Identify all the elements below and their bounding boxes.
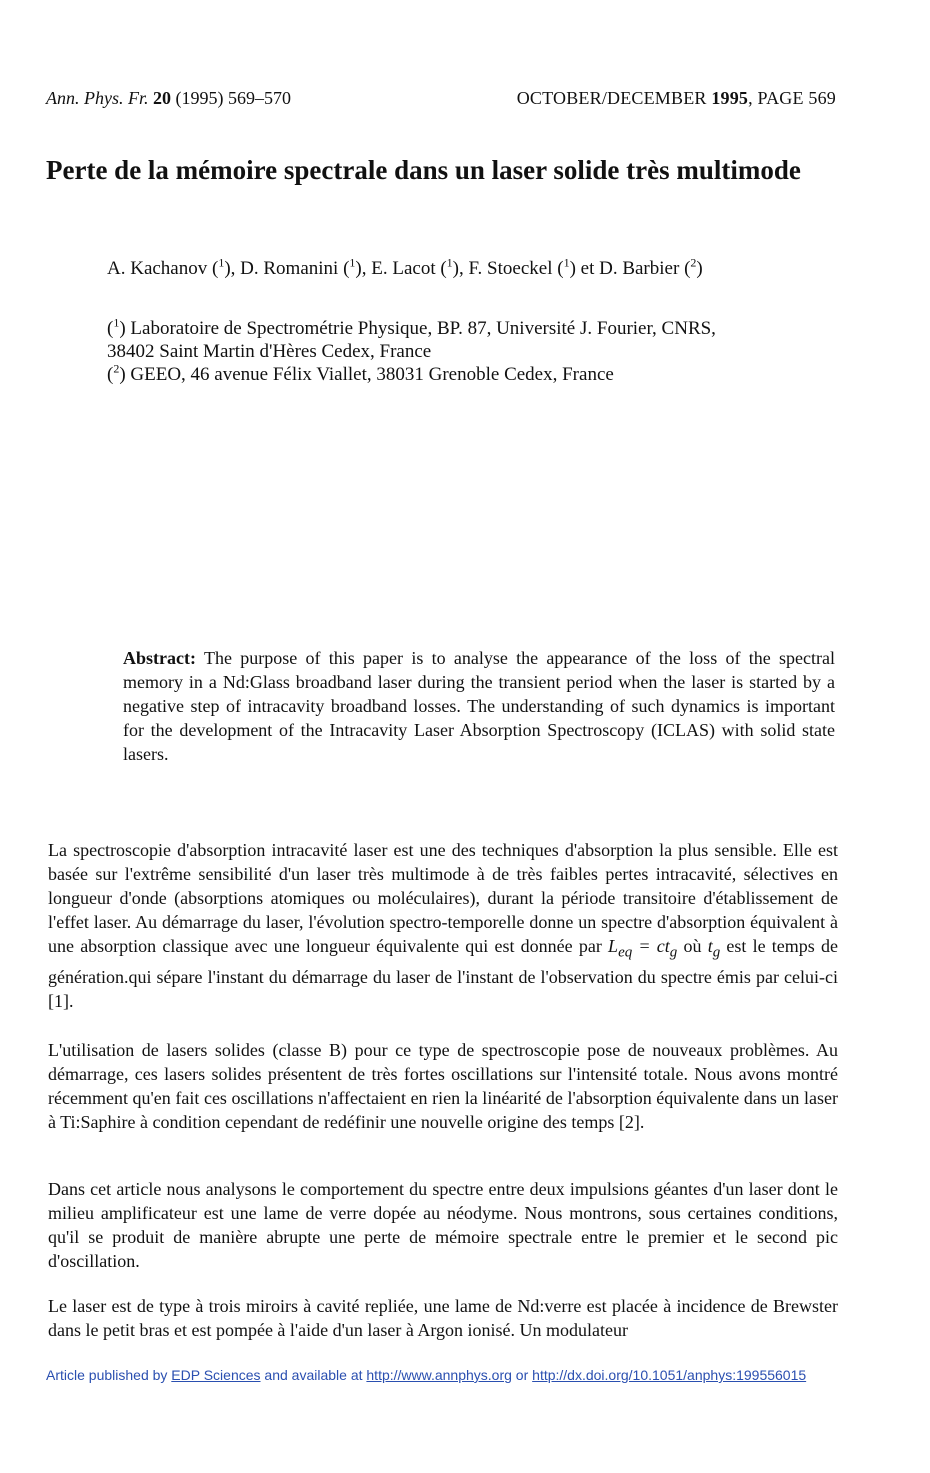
p1-mid: où [677,936,708,956]
running-header [46,88,836,114]
issue-info [517,88,836,109]
abstract-text: The purpose of this paper is to analyse the appearance of the loss of the spectral memory in a Nd:Glass broadband laser during the transient period when the laser is started by a negative step of intracavity broadband losses. The understanding of such dynamics is important for the development of the Intracavity Laser Absorption Spectroscopy (ICLAS) with solid state lasers. [123,648,835,764]
affil-mark: 1 [113,315,120,330]
author: D. Romanini [240,258,339,279]
abstract [123,646,835,766]
affil-ref: 1 [349,255,356,270]
journal-name: Ann. Phys. Fr. [46,88,149,108]
p1-after: est le temps de génération.qui sépare l'instant du démarrage du laser de l'instant de l'observation du spectre émis par celui-ci [1]. [48,936,838,1011]
doi-link[interactable]: http://dx.doi.org/10.1051/anphys:199556015 [532,1367,807,1383]
affil-1-line-1: Laboratoire de Spectrométrie Physique, BP. 87, Université J. Fourier, CNRS, [130,318,716,339]
affil-ref: 2 [690,255,697,270]
math-L: L [608,936,619,956]
math-sub-eq: eq [618,944,633,961]
body-paragraph-3: Dans cet article nous analysons le comportement du spectre entre deux impulsions géantes d'un laser dont le milieu amplificateur est une lame de verre dopée au néodyme. Nous montrons, sous certaines conditions, qu'il se produit de manière abrupte une perte de mémoire spectrale entre le premier et le second pic d'oscillation. [48,1179,838,1271]
affil-ref: 1 [446,255,453,270]
edp-sciences-link[interactable]: EDP Sciences [171,1367,261,1383]
affil-2-line-1: GEEO, 46 avenue Félix Viallet, 38031 Grenoble Cedex, France [130,364,614,385]
affil-mark: 2 [113,361,120,376]
math-sub-g2: g [712,944,721,961]
author: F. Stoeckel [468,258,553,279]
affil-ref: 1 [563,255,570,270]
journal-volume: 20 [153,88,171,108]
author-sep: , [230,258,241,279]
author-sep: , [361,258,372,279]
math-t: t [707,936,713,956]
author: A. Kachanov [107,258,208,279]
issue-year: 1995 [711,88,749,108]
body-paragraph-1 [48,838,838,1013]
body-paragraph-4: Le laser est de type à trois miroirs à cavité repliée, une lame de Nd:verre est placée à incidence de Brewster dans le petit bras et est pompée à l'aide d'un laser à Argon ionisé. Un modulateur [48,1296,838,1340]
affil-ref: 1 [218,255,225,270]
author: E. Lacot [371,258,436,279]
annphys-link[interactable]: http://www.annphys.org [366,1367,512,1383]
paper-title: Perte de la mémoire spectrale dans un laser solide très multimode [46,155,801,185]
author-list: A. Kachanov ($^1$), D. Romanini ($^1$), E. Lacot ($^1$), F. Stoeckel ($^1$) et D. Barbier ($^2$) [107,255,703,279]
journal-citation [46,88,291,109]
affiliations [107,317,847,386]
footer-text-3: or [511,1367,533,1383]
abstract-label: Abstract: [123,648,196,668]
issue-prefix: OCTOBER/DECEMBER [516,88,712,108]
publisher-footer [46,1367,886,1383]
author-sep: , [459,258,469,279]
journal-year-pages: (1995) 569–570 [175,88,291,108]
affiliation-2: ($^2$) GEEO, 46 avenue Félix Viallet, 38031 Grenoble Cedex, France [107,361,614,385]
author: D. Barbier [599,258,680,279]
footer-text-2: and available at [260,1367,367,1383]
body-paragraph-2: L'utilisation de lasers solides (classe B) pour ce type de spectroscopie pose de nouveaux problèmes. Au démarrage, ces lasers solides présentent de très fortes oscillations sur l'intensité totale. Nous avons montré récemment qu'en fait ces oscillations n'affectaient en rien la linéarité de l'absorption équivalente dans un laser à Ti:Saphire à condition cependant de redéfinir une nouvelle origine des temps [2]. [48,1040,838,1132]
affiliation-1-cont: 38402 Saint Martin d'Hères Cedex, France [107,341,432,362]
math-sub-g: g [669,944,678,961]
p1-text: La spectroscopie d'absorption intracavité laser est une des techniques d'absorption la plus sensible. Elle est basée sur l'extrême sensibilité d'un laser très multimode à de très faibles pertes intracavité, sélectives en longueur d'onde (absorptions atomiques ou moléculaires), durant la période transitoire d'établissement de l'effet laser. Au démarrage du laser, l'évolution spectro-temporelle donne un spectre d'absorption équivalent à une absorption classique avec une longueur équivalente qui est donnée par [48,840,838,956]
affiliation-1: ($^1$) Laboratoire de Spectrométrie Physique, BP. 87, Université J. Fourier, CNRS, [107,315,716,339]
math-rhs: = ct [632,936,670,956]
author-sep: et [575,258,600,279]
footer-text-1: Article published by [46,1367,172,1383]
issue-page: , PAGE 569 [748,88,836,108]
